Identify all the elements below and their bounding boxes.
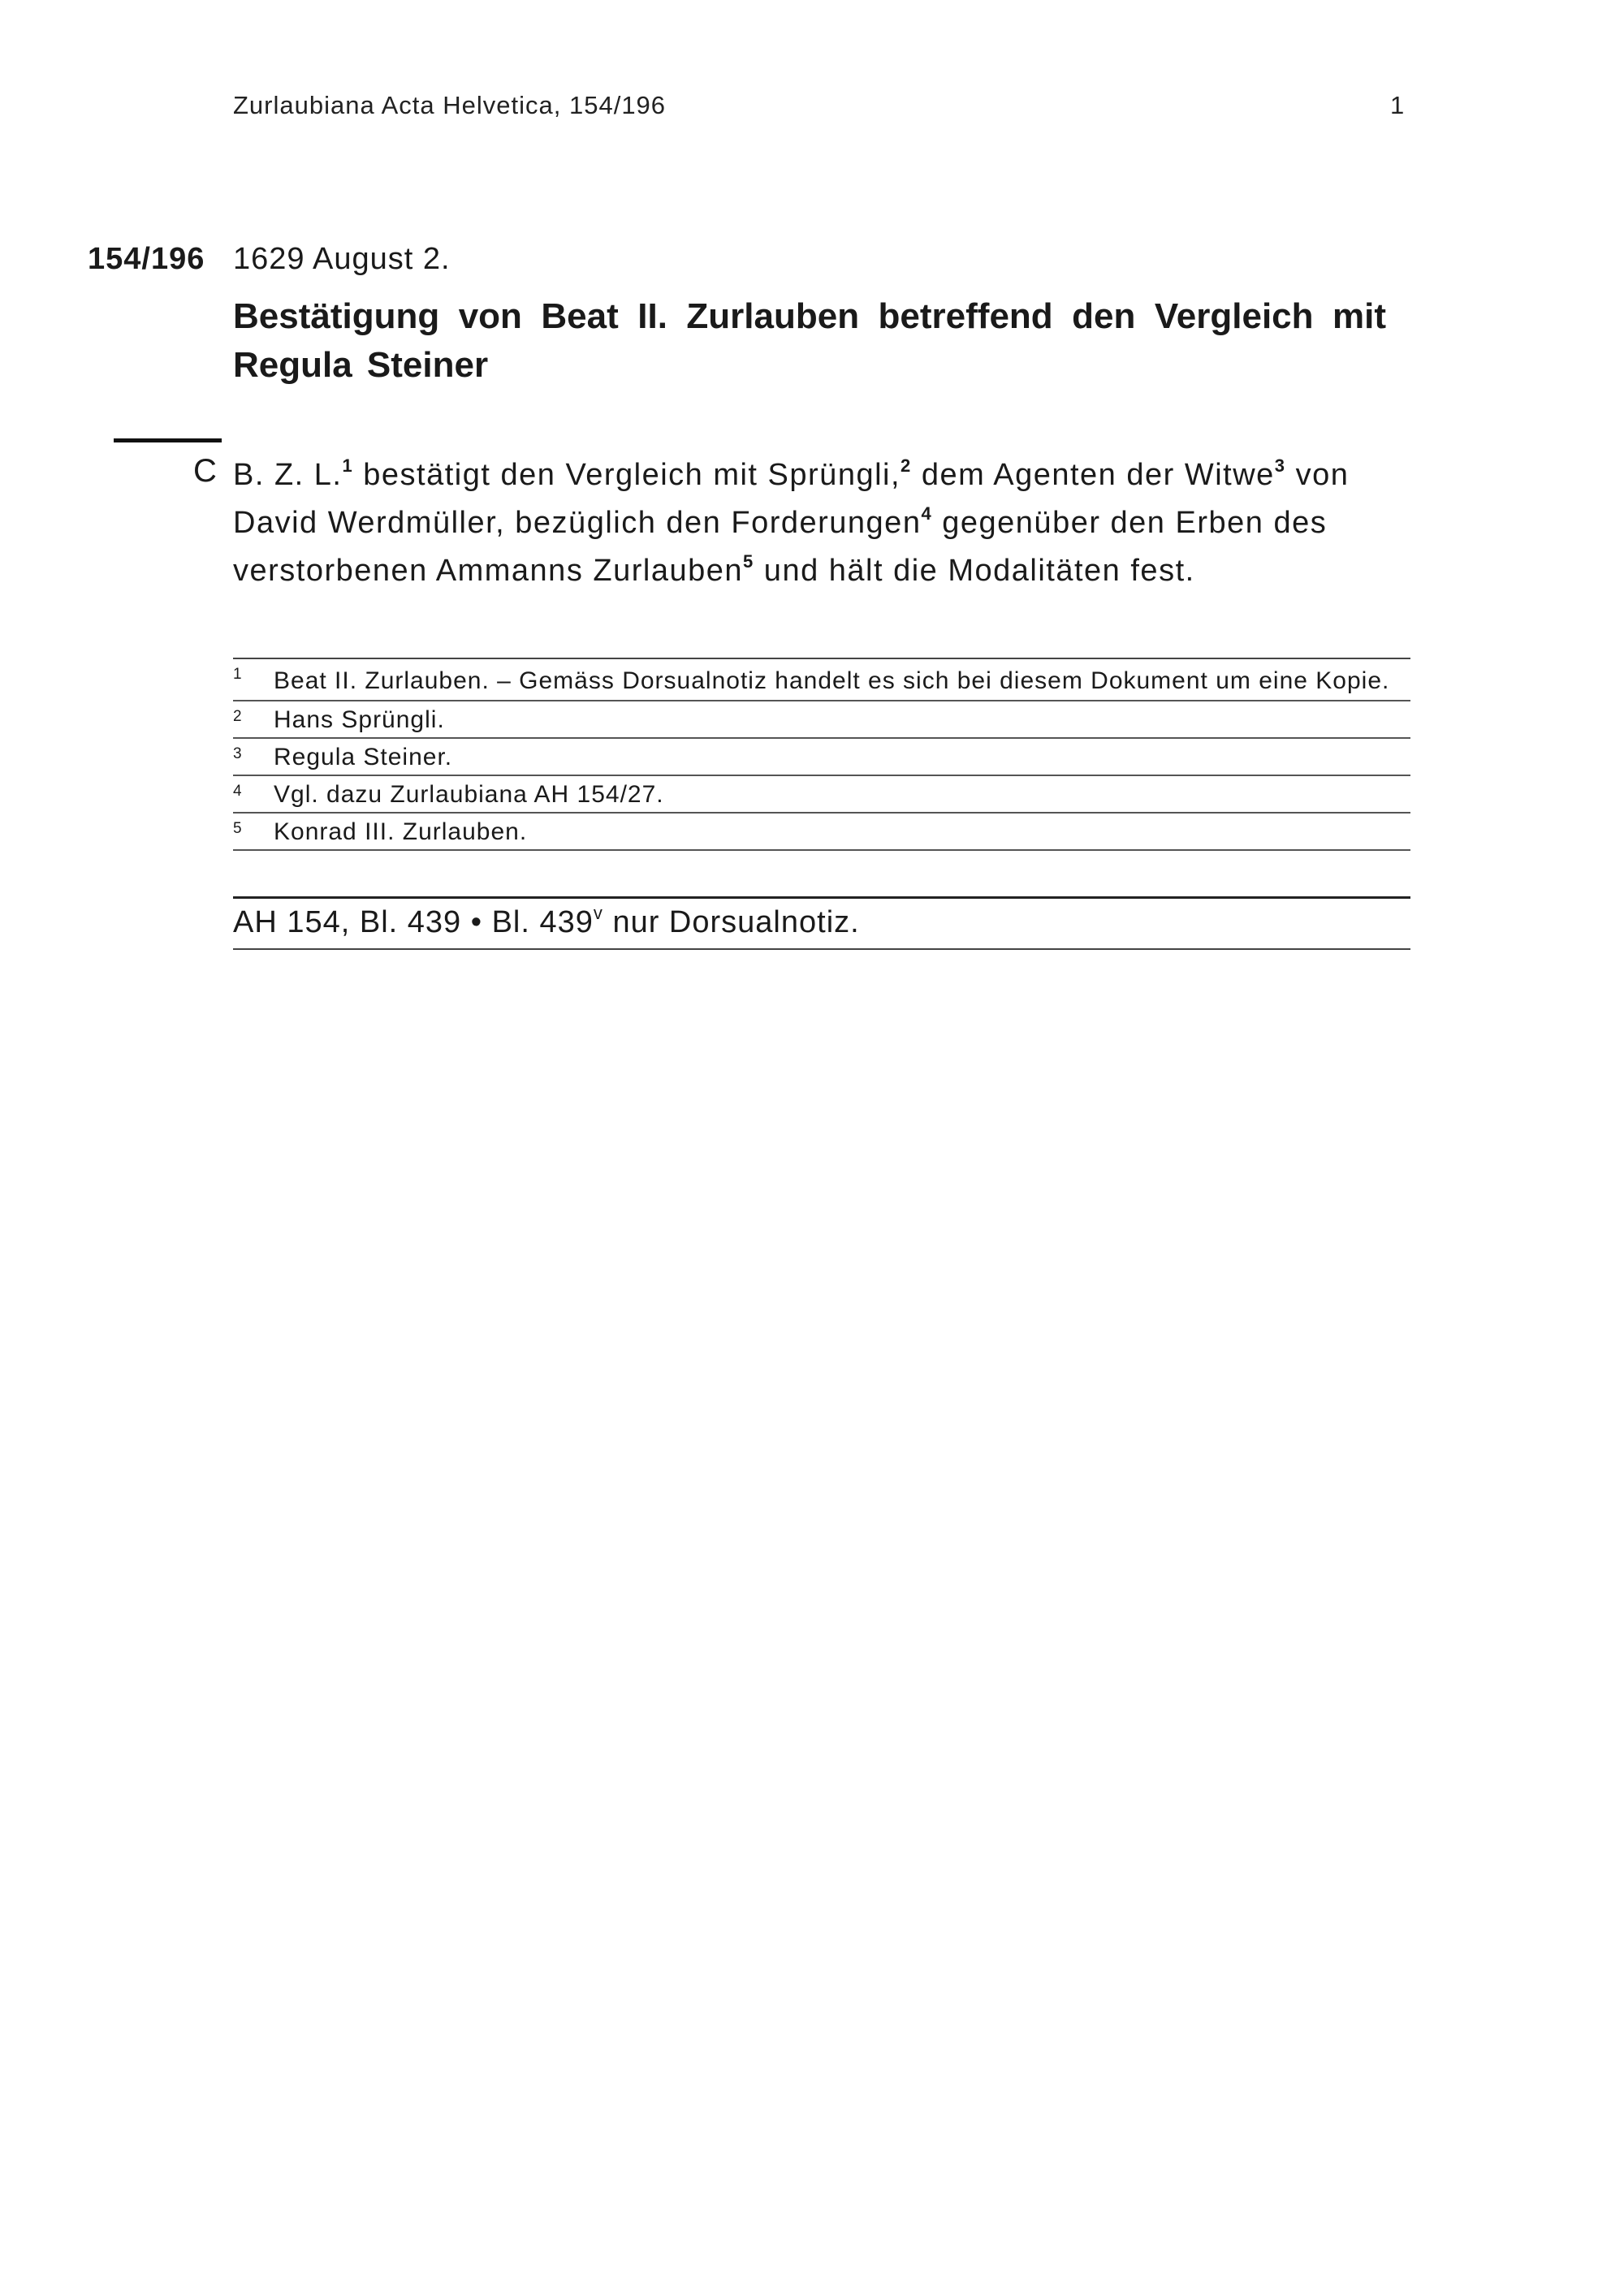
footnote-number: 1 (233, 666, 243, 683)
footnote-number: 3 (233, 745, 243, 762)
footnote-marker[interactable]: 5 (743, 551, 754, 572)
page-number: 1 (1390, 91, 1405, 119)
source-line (233, 896, 1410, 950)
footnote-text: Hans Sprüngli. (274, 706, 445, 733)
footnote (233, 776, 1410, 814)
footnote-text: Beat II. Zurlauben. – Gemäss Dorsualnotiz handelt es sich bei diesem Dokument um eine Kopie. (274, 667, 1390, 694)
footnote-number: 4 (233, 783, 243, 800)
footnotes (233, 658, 1410, 851)
footnote-text: Regula Steiner. (274, 744, 453, 770)
source-note: nur Dorsualnotiz. (603, 905, 860, 939)
footnote-number: 5 (233, 820, 243, 837)
copy-siglum: C (193, 453, 217, 489)
footnote-marker[interactable]: 3 (1274, 455, 1286, 476)
regest-part: B. Z. L. (233, 458, 343, 492)
margin-rule (114, 438, 222, 442)
footnote-marker[interactable]: 2 (901, 455, 912, 476)
footnote-number: 2 (233, 708, 243, 725)
footnote-text: Konrad III. Zurlauben. (274, 818, 528, 845)
footnote (233, 814, 1410, 851)
document-date: 1629 August 2. (233, 242, 451, 276)
footnote-marker[interactable]: 4 (921, 503, 933, 524)
source-text: AH 154, Bl. 439 • Bl. 439 (233, 905, 594, 939)
regest-text (233, 451, 1386, 595)
document-title: Bestätigung von Beat II. Zurlauben betreffend den Vergleich mit Regula Steiner (233, 296, 1386, 385)
regest-part: dem Agenten der Witwe (911, 458, 1275, 492)
regest-part: von David Werdmüller, bezüglich den Forderungen (233, 458, 1350, 540)
footnote-text: Vgl. dazu Zurlaubiana AH 154/27. (274, 781, 664, 808)
regest-part: gegenüber den Erben des verstorbenen Ammanns Zurlauben (233, 506, 1328, 588)
verso-marker: v (593, 903, 603, 923)
footnote-marker[interactable]: 1 (342, 455, 354, 476)
regest-part: und hält die Modalitäten fest. (754, 554, 1195, 588)
regest-part: bestätigt den Vergleich mit Sprüngli, (353, 458, 901, 492)
footnote (233, 739, 1410, 776)
running-header: Zurlaubiana Acta Helvetica, 154/196 (233, 91, 667, 119)
footnote (233, 659, 1410, 701)
footnote (233, 701, 1410, 739)
document-number: 154/196 (88, 242, 205, 276)
